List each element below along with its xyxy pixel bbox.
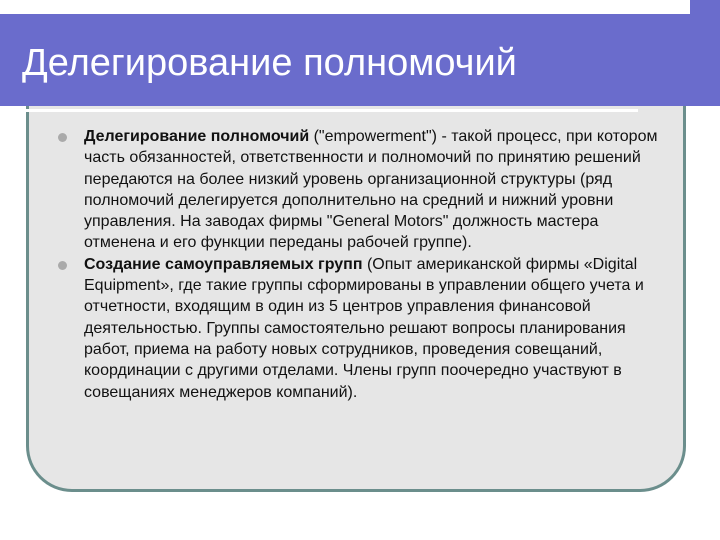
- bullet-item: [58, 254, 668, 403]
- bullet-heading: Делегирование полномочий: [84, 128, 310, 145]
- bullet-dot-icon: [58, 261, 67, 270]
- bullet-heading: Создание самоуправляемых групп: [84, 255, 363, 273]
- bullet-item: [58, 126, 668, 254]
- title-underline: [22, 109, 638, 112]
- title-bar: [0, 14, 720, 106]
- bullet-list: [58, 126, 668, 403]
- bullet-text: ("empowerment") - такой процесс, при котором часть обязанностей, ответственности и полномочий по принятию решений передаются на более низкий уровень организационной структуры (ряд полномочий делегируется дополнительно на средний и нижний уровни управления. На заводах фирмы "General Motors" должность мастера отменена и его функции переданы рабочей группе).: [84, 128, 658, 252]
- bullet-dot-icon: [58, 133, 67, 142]
- bullet-text: (Опыт американской фирмы «Digital Equipment», где такие группы сформированы в управлении общего учета и отчетности, входящим в один из 5 центров управления финансовой деятельностью. Группы самостоятельно решают вопросы планирования работ, приема на работу новых сотрудников, проведения совещаний, координации с другими отделами. Члены групп поочередно участвуют в совещаниях менеджеров компаний).: [84, 255, 644, 401]
- slide-title: Делегирование полномочий: [22, 42, 517, 84]
